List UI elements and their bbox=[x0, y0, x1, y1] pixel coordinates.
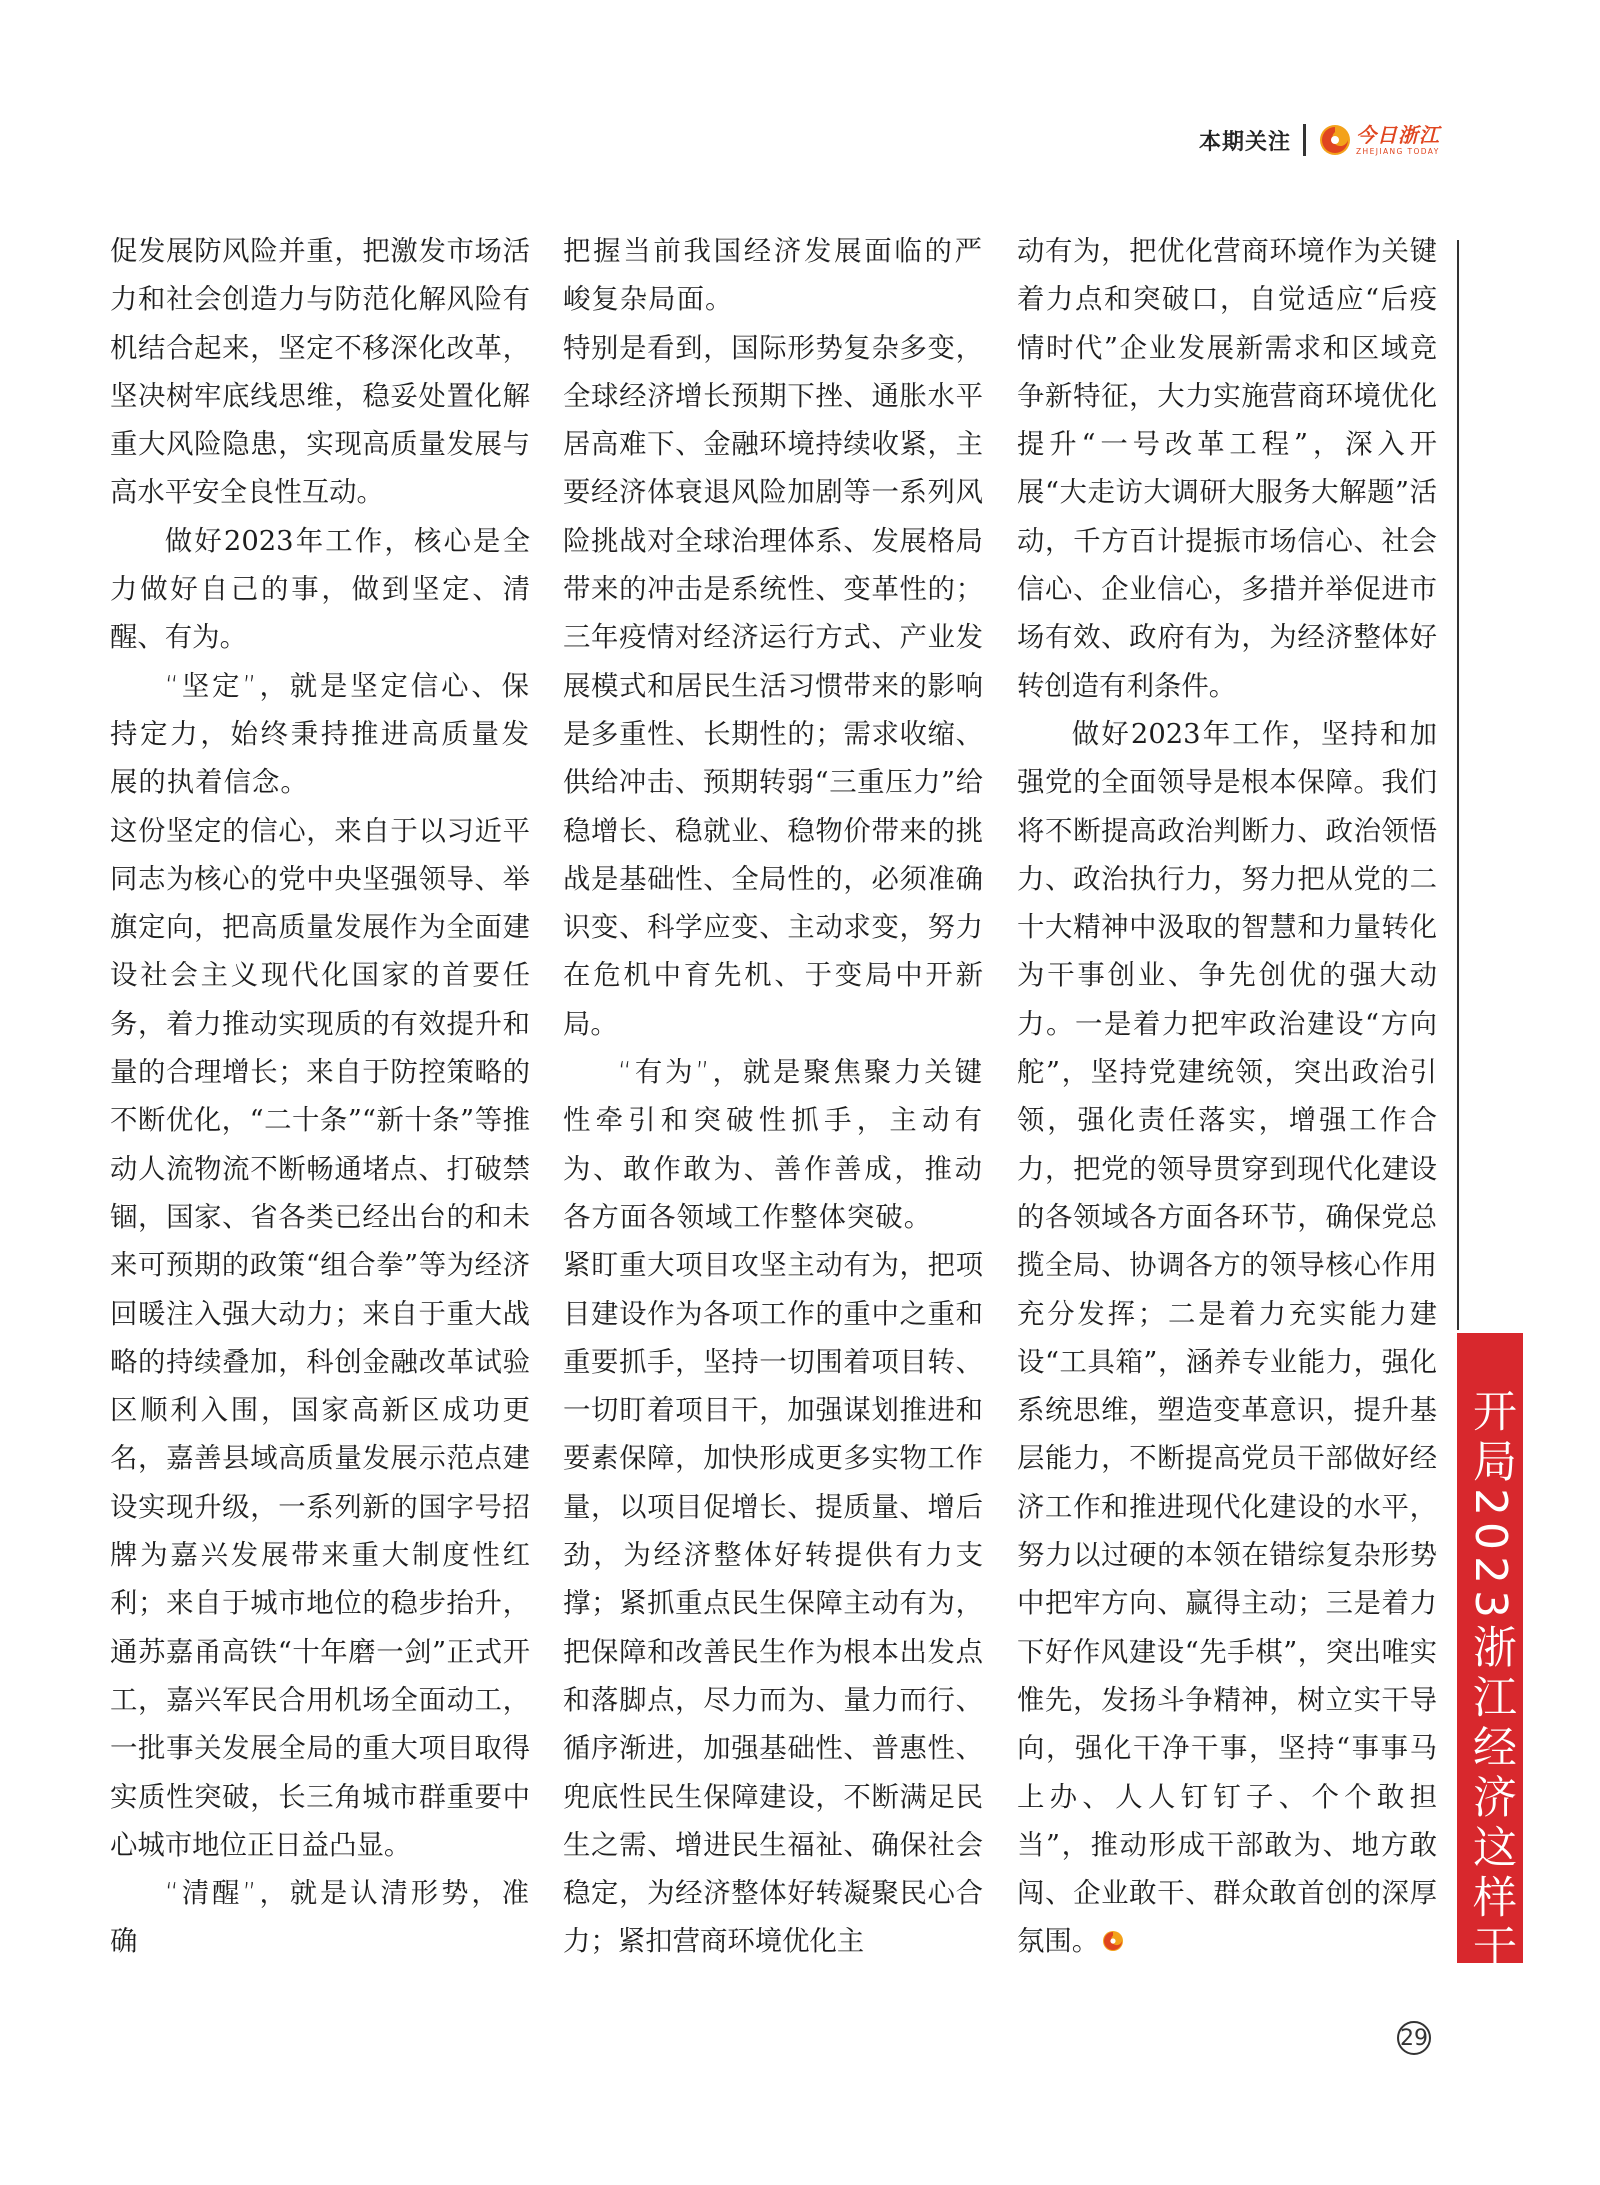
article-column-3 bbox=[1017, 228, 1437, 1967]
article-column-2 bbox=[563, 228, 983, 1967]
paragraph-text: 做好2023年工作，坚持和加强党的全面领导是根本保障。我们将不断提高政治判断力、政治领悟力、政治执行力，努力把从党的二十大精神中汲取的智慧和力量转化为干事创业、争先创优的强大动力。一是着力把牢政治建设“方向舵”，坚持党建统领，突出政治引领，强化责任落实，增强工作合力，把党的领导贯穿到现代化建设的各领域各方面各环节，确保党总揽全局、协调各方的领导核心作用充分发挥；二是着力充实能力建设“工具箱”，涵养专业能力，强化系统思维，塑造变革意识，提升基层能力，不断提高党员干部做好经济工作和推进现代化建设的水平，努力以过硬的本领在错综复杂形势中把牢方向、赢得主动；三是着力下好作风建设“先手棋”，突出唯实惟先，发扬斗争精神，树立实干导向，强化干净干事，坚持“事事马上办、人人钉钉子、个个敢担当”，推动形成干部敢为、地方敢闯、企业敢干、群众敢首创的深厚氛围。 bbox=[1017, 718, 1437, 1958]
paragraph-emphasis: 把握当前我国经济发展面临的严峻复杂局面。 bbox=[563, 236, 983, 316]
paragraph-emphasis: “清醒”，就是认清形势，准确 bbox=[110, 1878, 530, 1958]
article-column-1 bbox=[110, 228, 530, 1967]
magazine-logo bbox=[1318, 123, 1440, 157]
page-number: 29 bbox=[1397, 2021, 1431, 2055]
paragraph-emphasis: “有为”，就是聚焦聚力关键性牵引和突破性抓手，主动有为、敢作敢为、善作善成，推动各方面各领域工作整体突破。 bbox=[563, 1057, 983, 1233]
column-rule bbox=[1457, 240, 1459, 1330]
topic-sidebar bbox=[1457, 1333, 1523, 1974]
sidebar-title-line2: 浙江经济这样干 bbox=[1465, 1623, 1516, 1974]
paragraph: 紧盯重大项目攻坚主动有为，把项目建设作为各项工作的重中之重和重要抓手，坚持一切围着项目转、一切盯着项目干，加强谋划推进和要素保障，加快形成更多实物工作量，以项目促增长、提质量、增后劲，为经济整体好转提供有力支撑；紧抓重点民生保障主动有为，把保障和改善民生作为根本出发点和落脚点，尽力而为、量力而行、循序渐进，加强基础性、普惠性、兜底性民生保障建设，不断满足民生之需、增进民生福祉、确保社会稳定，为经济整体好转凝聚民心合力；紧扣营商环境优化主 bbox=[563, 1250, 983, 1958]
paragraph: 做好2023年工作，核心是全力做好自己的事，做到坚定、清醒、有为。 bbox=[110, 525, 530, 654]
paragraph: 促发展防风险并重，把激发市场活力和社会创造力与防范化解风险有机结合起来，坚定不移深化改革，坚决树牢底线思维，稳妥处置化解重大风险隐患，实现高质量发展与高水平安全良性互动。 bbox=[110, 236, 530, 509]
sidebar-title-line1: 开局2023 bbox=[1465, 1388, 1516, 1624]
paragraph: 动有为，把优化营商环境作为关键着力点和突破口，自觉适应“后疫情时代”企业发展新需求和区域竞争新特征，大力实施营商环境优化提升“一号改革工程”，深入开展“大走访大调研大服务大解题”活动，千方百计提振市场信心、社会信心、企业信心，多措并举促进市场有效、政府有为，为经济整体好转创造有利条件。 bbox=[1017, 236, 1437, 702]
paragraph bbox=[1017, 711, 1437, 1967]
logo-subtitle: ZHEJIANG TODAY bbox=[1356, 146, 1440, 156]
paragraph-emphasis: “坚定”，就是坚定信心、保持定力，始终秉持推进高质量发展的执着信念。 bbox=[110, 670, 530, 799]
paragraph: 特别是看到，国际形势复杂多变，全球经济增长预期下挫、通胀水平居高难下、金融环境持续收紧，主要经济体衰退风险加剧等一系列风险挑战对全球治理体系、发展格局带来的冲击是系统性、变革性的；三年疫情对经济运行方式、产业发展模式和居民生活习惯带来的影响是多重性、长期性的；需求收缩、供给冲击、预期转弱“三重压力”给稳增长、稳就业、稳物价带来的挑战是基础性、全局性的，必须准确识变、科学应变、主动求变，努力在危机中育先机、于变局中开新局。 bbox=[563, 332, 983, 1040]
logo-swirl-icon bbox=[1318, 123, 1352, 157]
section-label: 本期关注 bbox=[1198, 129, 1291, 155]
header-divider bbox=[1303, 124, 1306, 156]
article-end-icon bbox=[1101, 1929, 1125, 1953]
paragraph: 这份坚定的信心，来自于以习近平同志为核心的党中央坚强领导、举旗定向，把高质量发展作为全面建设社会主义现代化国家的首要任务，着力推动实现质的有效提升和量的合理增长；来自于防控策略的不断优化，“二十条”“新十条”等推动人流物流不断畅通堵点、打破禁锢，国家、省各类已经出台的和未来可预期的政策“组合拳”等为经济回暖注入强大动力；来自于重大战略的持续叠加，科创金融改革试验区顺利入围，国家高新区成功更名，嘉善县域高质量发展示范点建设实现升级，一系列新的国字号招牌为嘉兴发展带来重大制度性红利；来自于城市地位的稳步抬升，通苏嘉甬高铁“十年磨一剑”正式开工，嘉兴军民合用机场全面动工，一批事关发展全局的重大项目取得实质性突破，长三角城市群重要中心城市地位正日益凸显。 bbox=[110, 815, 530, 1861]
logo-title: 今日浙江 bbox=[1356, 122, 1440, 147]
page-header bbox=[1199, 118, 1440, 162]
